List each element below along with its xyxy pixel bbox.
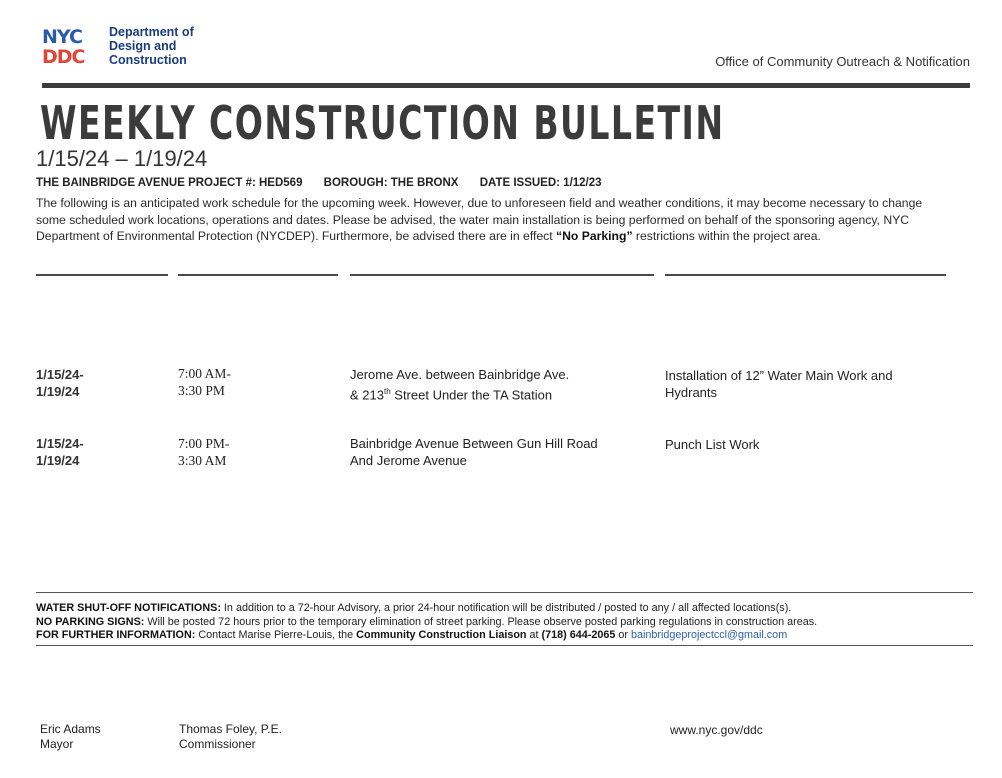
notice-text: Contact Marise Pierre-Louis, the <box>195 629 357 641</box>
time-end: 3:30 AM <box>178 453 227 468</box>
website-link[interactable]: www.nyc.gov/ddc <box>670 723 763 737</box>
office-name: Office of Community Outreach & Notification <box>715 54 970 69</box>
time-end: 3:30 PM <box>178 383 225 398</box>
column-rule-date <box>36 274 168 276</box>
column-rule-work <box>665 274 946 276</box>
work-line-1: Punch List Work <box>665 437 760 452</box>
intro-tail: restrictions within the project area. <box>632 229 821 243</box>
intro-text: The following is an anticipated work schedule for the upcoming week. However, due to unforeseen field and weather conditions, it may become necessary to change some scheduled work locations, operations and dates. Please be advised, the water main installation is being performed on behalf of the sponsoring agency, NYC Department of Environmental Protection (NYCDEP). Furthermore, be advised there are in effect <box>36 196 923 243</box>
location-line-1: Jerome Ave. between Bainbridge Ave. <box>350 367 570 382</box>
water-shutoff-notice <box>36 602 817 616</box>
project-number: THE BAINBRIDGE AVENUE PROJECT #: HED569 <box>36 177 303 189</box>
time-start: 7:00 AM- <box>178 366 231 381</box>
column-rule-time <box>178 274 338 276</box>
mayor-signature <box>40 722 101 752</box>
liaison-role: Community Construction Liaison <box>356 629 527 641</box>
liaison-phone: (718) 644-2065 <box>541 629 616 641</box>
mayor-title: Mayor <box>40 737 74 751</box>
schedule-row-1-location <box>350 366 569 403</box>
schedule-row-2-work <box>665 436 759 453</box>
notice-label: FOR FURTHER INFORMATION: <box>36 629 196 641</box>
notice-text: Will be posted 72 hours prior to the temporary elimination of street parking. Please observe posted parking regulations in construction areas. <box>144 615 818 628</box>
notice-label: NO PARKING SIGNS: <box>36 615 145 628</box>
bulletin-date-range: 1/15/24 – 1/19/24 <box>36 146 208 171</box>
agency-line-2: Design and <box>109 39 177 53</box>
location-line-2 <box>350 383 569 403</box>
svg-text:NYC: NYC <box>42 26 82 48</box>
notice-label: WATER SHUT-OFF NOTIFICATIONS: <box>36 602 221 614</box>
location-ordinal: th <box>383 387 391 396</box>
location-line-1: Bainbridge Avenue Between Gun Hill Road <box>350 436 598 451</box>
no-parking-notice <box>36 616 817 630</box>
project-meta <box>36 177 620 189</box>
schedule-row-2-time <box>178 435 229 469</box>
commissioner-name: Thomas Foley, P.E. <box>179 722 282 736</box>
location-part: & 213 <box>350 387 384 403</box>
date-start: 1/15/24- <box>36 436 84 451</box>
notice-text: or <box>615 629 631 641</box>
header-divider <box>42 83 970 88</box>
time-start: 7:00 PM- <box>178 436 230 451</box>
mayor-name: Eric Adams <box>40 722 101 736</box>
notices-bottom-rule <box>36 645 973 646</box>
schedule-row-1-work <box>665 367 893 401</box>
schedule-row-1-time <box>178 365 231 399</box>
notices-block <box>36 602 817 643</box>
schedule-row-2-date <box>36 435 84 469</box>
svg-text:DDC: DDC <box>42 46 85 64</box>
column-rule-location <box>350 274 654 276</box>
bulletin-title: WEEKLY CONSTRUCTION BULLETIN <box>40 96 725 150</box>
borough: BOROUGH: THE BRONX <box>323 177 459 189</box>
agency-name <box>109 25 194 67</box>
schedule-row-2-location <box>350 435 598 469</box>
liaison-email-link[interactable]: bainbridgeprojectccl@gmail.com <box>631 629 788 641</box>
date-issued: DATE ISSUED: 1/12/23 <box>479 177 602 189</box>
agency-line-1: Department of <box>109 25 194 39</box>
further-info-notice <box>36 629 817 643</box>
date-end: 1/19/24 <box>36 453 80 468</box>
intro-paragraph <box>36 195 936 245</box>
location-line-2: And Jerome Avenue <box>350 453 467 468</box>
agency-line-3: Construction <box>109 53 187 67</box>
schedule-row-1-date <box>36 366 84 400</box>
work-line-2: Hydrants <box>665 385 718 400</box>
nyc-ddc-logo <box>42 26 102 64</box>
commissioner-title: Commissioner <box>179 737 256 751</box>
notice-text: In addition to a 72-hour Advisory, a prior 24-hour notification will be distributed / posted to any / all affected locations(s). <box>220 602 792 614</box>
work-line-1: Installation of 12” Water Main Work and <box>665 368 893 383</box>
commissioner-signature <box>179 722 282 752</box>
date-start: 1/15/24- <box>36 367 84 382</box>
notices-top-rule <box>36 592 973 593</box>
notice-text: at <box>526 629 542 641</box>
location-part: Street Under the TA Station <box>390 387 553 403</box>
intro-no-parking: “No Parking” <box>556 229 633 243</box>
date-end: 1/19/24 <box>36 384 80 399</box>
